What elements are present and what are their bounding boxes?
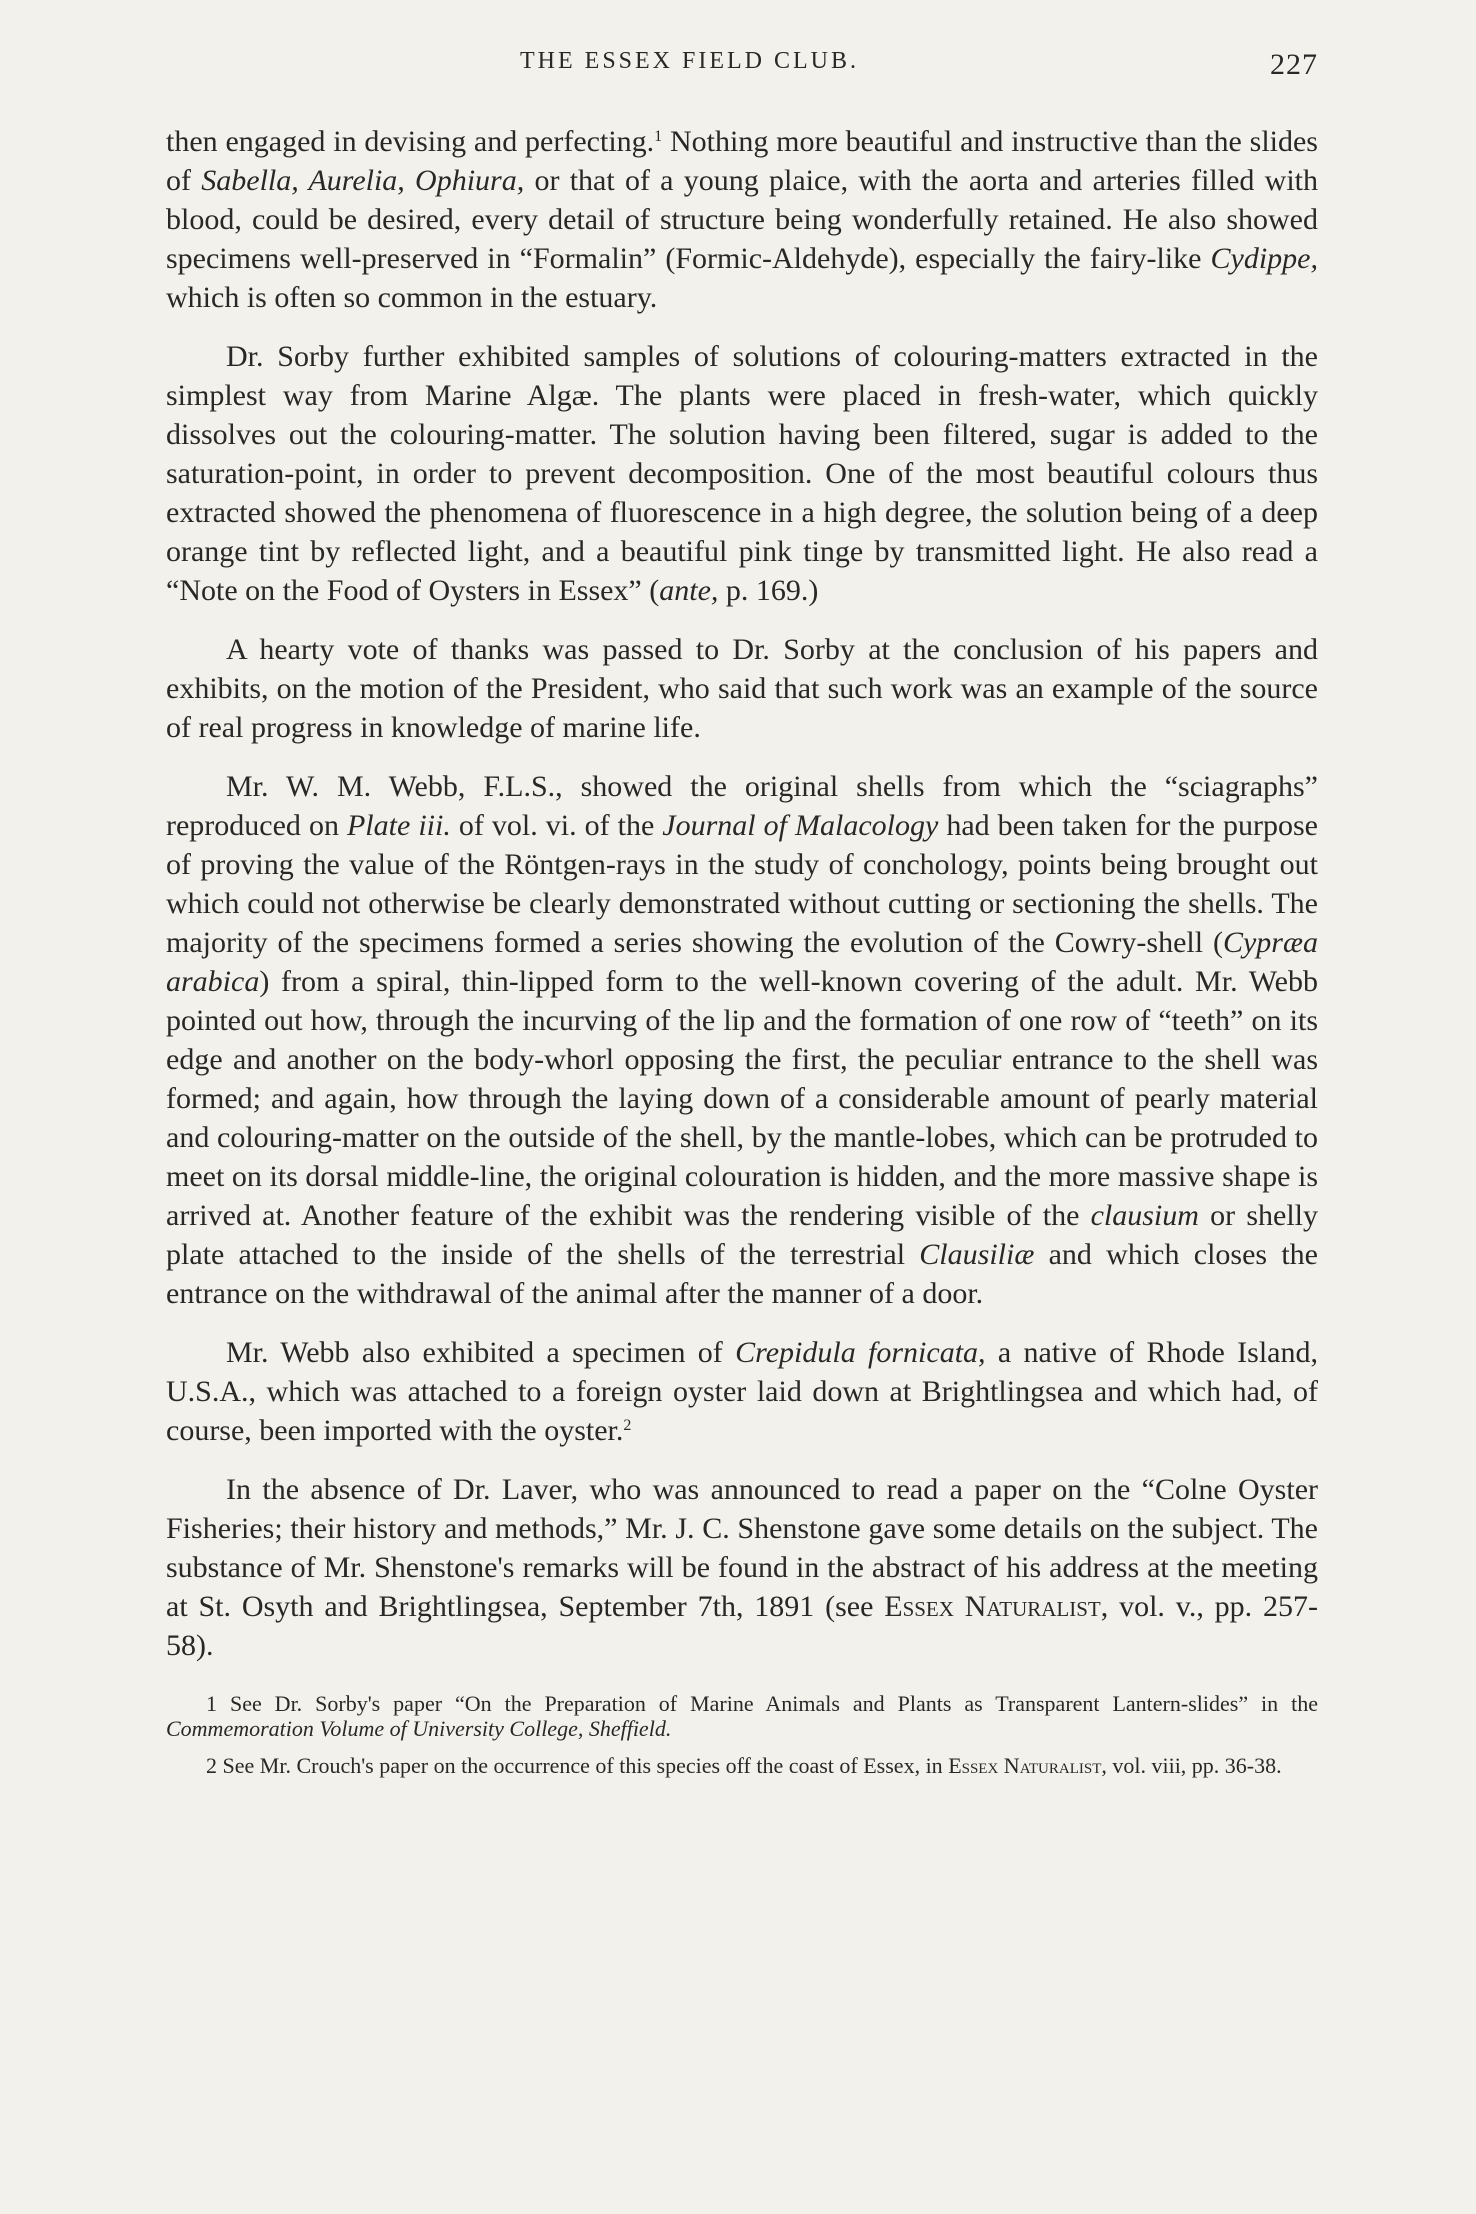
journal-name: Essex Naturalist (884, 1590, 1101, 1623)
taxon-name: Crepidula fornicata, (735, 1336, 986, 1369)
running-head: THE ESSEX FIELD CLUB. (520, 48, 859, 74)
text-run: In the absence of Dr. Laver, who was announced to read a paper on the “Colne Oyster Fisheries; their history and methods,” Mr. J. C. Shenstone gave some details on the subject. The substance of Mr. Shenstone's remarks will be found in the abstract of his address at the meeting at St. Osyth and Brightlingsea, September 7th, 1891 (see (166, 1473, 1318, 1623)
text-run: Dr. Sorby further exhibited samples of solutions of colouring-matters extracted in the simplest way from Marine Algæ. The plants were placed in fresh-water, which quickly dissolves out the colouring-matter. The solution having been filtered, sugar is added to the saturation-point, in order to prevent decomposition. One of the most beautiful colours thus extracted showed the phenomena of fluorescence in a high degree, the solution being of a deep orange tint by reflected light, and a beautiful pink tinge by transmitted light. He also read a “Note on the Food of Oysters in Essex” ( (166, 340, 1318, 607)
ante-reference: ante, (659, 574, 719, 607)
taxon-name: Cypræa arabica (166, 926, 1318, 998)
publication-title: Commemoration Volume of University College, Sheffield. (166, 1716, 672, 1741)
paragraph-6 (166, 1470, 1318, 1665)
text-run: had been taken for the purpose of proving the value of the Röntgen-rays in the study of conchology, points being brought out which could not otherwise be clearly demonstrated without cutting or sectioning the shells. The majority of the specimens formed a series showing the evolution of the Cowry-shell ( (166, 809, 1318, 959)
text-run: A hearty vote of thanks was passed to Dr. Sorby at the conclusion of his papers and exhibits, on the motion of the President, who said that such work was an example of the source of real progress in knowledge of marine life. (166, 633, 1318, 744)
journal-name: Essex Naturalist (948, 1753, 1102, 1778)
paragraph-3 (166, 630, 1318, 747)
body-text (166, 122, 1318, 1665)
document-page (166, 48, 1318, 1778)
text-run: p. 169.) (718, 574, 819, 607)
journal-title: Journal of Malacology (662, 809, 939, 842)
text-run: Nothing more beautiful and instructive than the slides of (166, 125, 1318, 197)
text-run: Mr. Webb also exhibited a specimen of (226, 1336, 736, 1369)
plate-reference: Plate iii. (346, 809, 451, 842)
text-run: then engaged in devising and perfecting. (166, 125, 655, 158)
paragraph-5 (166, 1333, 1318, 1450)
text-run: Mr. W. M. Webb, F.L.S., showed the original shells from which the “sciagraphs” reproduced on (166, 770, 1318, 842)
footnote-2 (166, 1753, 1318, 1778)
page-number: 227 (1270, 48, 1318, 81)
text-run: 1 See Dr. Sorby's paper “On the Preparation of Marine Animals and Plants as Transparent Lantern-slides” in the (206, 1691, 1318, 1716)
term: clausium (1090, 1199, 1199, 1232)
text-run: ) from a spiral, thin-lipped form to the well-known covering of the adult. Mr. Webb pointed out how, through the incurving of the lip and the formation of one row of “teeth” on its edge and another on the body-whorl opposing the first, the peculiar entrance to the shell was formed; and again, how through the laying down of a considerable amount of pearly material and colouring-matter on the outside of the shell, by the mantle-lobes, which can be protruded to meet on its dorsal middle-line, the original colouration is hidden, and the more massive shape is arrived at. Another feature of the exhibit was the rendering visible of the (166, 965, 1318, 1232)
text-run: 2 See Mr. Crouch's paper on the occurrence of this species off the coast of Essex, in (206, 1753, 949, 1778)
text-run: and which closes the entrance on the withdrawal of the animal after the manner of a door. (166, 1238, 1318, 1310)
text-run: a native of Rhode Island, U.S.A., which was attached to a foreign oyster laid down at Brightlingsea and which had, of course, been imported with the oyster. (166, 1336, 1318, 1447)
text-run: which is often so common in the estuary. (166, 281, 658, 314)
text-run: or shelly plate attached to the inside of the shells of the terrestrial (166, 1199, 1318, 1271)
taxon-names: Sabella, Aurelia, Ophiura, (201, 164, 525, 197)
paragraph-1 (166, 122, 1318, 317)
text-run: , vol. v., pp. 257-58). (166, 1590, 1318, 1662)
taxon-name: Cydippe, (1210, 242, 1318, 275)
text-run: of vol. vi. of the (450, 809, 663, 842)
text-run: , vol. viii, pp. 36-38. (1101, 1753, 1282, 1778)
text-run: or that of a young plaice, with the aorta and arteries filled with blood, could be desired, every detail of structure being wonderfully retained. He also showed specimens well-preserved in “Formalin” (Formic-Aldehyde), especially the fairy-like (166, 164, 1318, 275)
footnote-ref-1: 1 (654, 128, 663, 145)
taxon-name: Clausiliæ (919, 1238, 1035, 1271)
footnote-ref-2: 2 (623, 1417, 632, 1434)
paragraph-2 (166, 337, 1318, 610)
footnote-1 (166, 1691, 1318, 1741)
page-header (166, 48, 1318, 98)
paragraph-4 (166, 767, 1318, 1313)
footnotes (166, 1691, 1318, 1778)
